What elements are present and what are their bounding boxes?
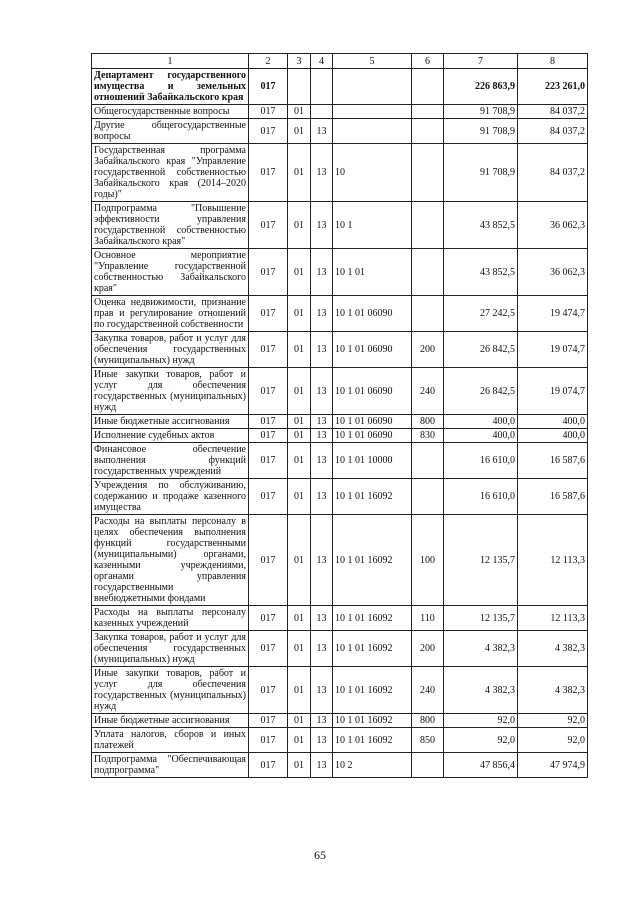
row-expense-type: 100	[412, 515, 444, 606]
row-subsection-code: 13	[311, 606, 333, 631]
row-name: Расходы на выплаты персоналу в целях обеспечения выполнения функций государственными (муниципальными) органами, казенными учреждениями, органами управления государственными внебюджетными фондами	[92, 515, 249, 606]
row-subsection-code: 13	[311, 631, 333, 667]
row-expense-type	[412, 753, 444, 778]
header-col-2: 2	[249, 54, 288, 69]
row-expense-type	[412, 443, 444, 479]
row-section-code: 01	[288, 714, 311, 728]
row-section-code: 01	[288, 606, 311, 631]
row-amount-year-1: 92,0	[444, 728, 518, 753]
row-amount-year-2: 92,0	[518, 728, 588, 753]
row-expense-type	[412, 119, 444, 144]
table-row	[92, 429, 588, 443]
row-target-article	[333, 69, 412, 105]
row-amount-year-1: 400,0	[444, 429, 518, 443]
row-expense-type: 240	[412, 368, 444, 415]
row-ministry-code: 017	[249, 69, 288, 105]
row-subsection-code: 13	[311, 728, 333, 753]
row-subsection-code: 13	[311, 515, 333, 606]
row-subsection-code: 13	[311, 332, 333, 368]
row-ministry-code: 017	[249, 368, 288, 415]
row-subsection-code	[311, 69, 333, 105]
header-col-5: 5	[333, 54, 412, 69]
row-ministry-code: 017	[249, 728, 288, 753]
table-body	[92, 69, 588, 778]
row-amount-year-2: 36 062,3	[518, 202, 588, 249]
header-col-6: 6	[412, 54, 444, 69]
row-name: Общегосударственные вопросы	[92, 105, 249, 119]
row-section-code: 01	[288, 296, 311, 332]
row-amount-year-2: 4 382,3	[518, 667, 588, 714]
row-name: Закупка товаров, работ и услуг для обеспечения государственных (муниципальных) нужд	[92, 332, 249, 368]
row-expense-type: 200	[412, 631, 444, 667]
row-target-article: 10 1 01 06090	[333, 429, 412, 443]
row-name: Основное мероприятие "Управление государственной собственностью Забайкальского края"	[92, 249, 249, 296]
row-ministry-code: 017	[249, 296, 288, 332]
row-amount-year-2: 400,0	[518, 429, 588, 443]
row-target-article	[333, 119, 412, 144]
row-name: Иные закупки товаров, работ и услуг для обеспечения государственных (муниципальных) нужд	[92, 368, 249, 415]
row-amount-year-1: 26 842,5	[444, 332, 518, 368]
page-number: 65	[314, 848, 326, 862]
row-ministry-code: 017	[249, 144, 288, 202]
table-row	[92, 667, 588, 714]
table-row	[92, 515, 588, 606]
row-section-code: 01	[288, 479, 311, 515]
row-ministry-code: 017	[249, 332, 288, 368]
row-expense-type	[412, 202, 444, 249]
row-section-code: 01	[288, 119, 311, 144]
row-name: Подпрограмма "Обеспечивающая подпрограмма"	[92, 753, 249, 778]
table-row	[92, 69, 588, 105]
row-target-article: 10 1 01 06090	[333, 296, 412, 332]
row-subsection-code: 13	[311, 753, 333, 778]
row-target-article: 10 1 01 10000	[333, 443, 412, 479]
row-expense-type	[412, 105, 444, 119]
row-section-code: 01	[288, 202, 311, 249]
row-section-code: 01	[288, 753, 311, 778]
row-ministry-code: 017	[249, 415, 288, 429]
row-subsection-code: 13	[311, 144, 333, 202]
row-amount-year-1: 91 708,9	[444, 119, 518, 144]
row-section-code: 01	[288, 667, 311, 714]
row-expense-type	[412, 69, 444, 105]
row-amount-year-1: 92,0	[444, 714, 518, 728]
row-amount-year-2: 84 037,2	[518, 105, 588, 119]
row-ministry-code: 017	[249, 119, 288, 144]
row-amount-year-1: 4 382,3	[444, 631, 518, 667]
row-amount-year-2: 19 074,7	[518, 332, 588, 368]
row-expense-type: 850	[412, 728, 444, 753]
table-row	[92, 249, 588, 296]
row-name: Уплата налогов, сборов и иных платежей	[92, 728, 249, 753]
row-amount-year-2: 12 113,3	[518, 515, 588, 606]
row-name: Учреждения по обслуживанию, содержанию и продаже казенного имущества	[92, 479, 249, 515]
row-section-code: 01	[288, 429, 311, 443]
row-expense-type: 800	[412, 415, 444, 429]
row-amount-year-1: 47 856,4	[444, 753, 518, 778]
row-section-code: 01	[288, 249, 311, 296]
row-target-article: 10 1 01 06090	[333, 332, 412, 368]
row-name: Государственная программа Забайкальского края "Управление государственной собственностью Забайкальского края (2014–2020 годы)"	[92, 144, 249, 202]
row-expense-type	[412, 249, 444, 296]
row-expense-type: 200	[412, 332, 444, 368]
row-subsection-code: 13	[311, 479, 333, 515]
row-amount-year-1: 91 708,9	[444, 105, 518, 119]
header-col-4: 4	[311, 54, 333, 69]
row-ministry-code: 017	[249, 429, 288, 443]
row-target-article: 10 1 01 16092	[333, 714, 412, 728]
table-row	[92, 105, 588, 119]
table-row	[92, 443, 588, 479]
row-section-code: 01	[288, 443, 311, 479]
row-target-article: 10 1	[333, 202, 412, 249]
row-name: Иные бюджетные ассигнования	[92, 415, 249, 429]
table-row	[92, 753, 588, 778]
header-col-1: 1	[92, 54, 249, 69]
row-subsection-code: 13	[311, 202, 333, 249]
row-subsection-code: 13	[311, 296, 333, 332]
row-subsection-code: 13	[311, 667, 333, 714]
row-amount-year-1: 12 135,7	[444, 515, 518, 606]
row-expense-type	[412, 479, 444, 515]
row-target-article: 10 1 01 06090	[333, 368, 412, 415]
row-name: Департамент государственного имущества и земельных отношений Забайкальского края	[92, 69, 249, 105]
row-amount-year-2: 92,0	[518, 714, 588, 728]
row-ministry-code: 017	[249, 606, 288, 631]
row-amount-year-2: 36 062,3	[518, 249, 588, 296]
table-row	[92, 368, 588, 415]
row-subsection-code: 13	[311, 429, 333, 443]
row-expense-type: 240	[412, 667, 444, 714]
header-col-3: 3	[288, 54, 311, 69]
row-amount-year-1: 16 610,0	[444, 479, 518, 515]
row-section-code: 01	[288, 631, 311, 667]
table-row	[92, 332, 588, 368]
row-subsection-code: 13	[311, 249, 333, 296]
row-ministry-code: 017	[249, 753, 288, 778]
row-section-code: 01	[288, 728, 311, 753]
row-subsection-code: 13	[311, 368, 333, 415]
row-expense-type	[412, 296, 444, 332]
row-subsection-code: 13	[311, 415, 333, 429]
row-expense-type	[412, 144, 444, 202]
table-row	[92, 144, 588, 202]
row-target-article: 10 1 01 16092	[333, 728, 412, 753]
table-row	[92, 479, 588, 515]
row-amount-year-1: 4 382,3	[444, 667, 518, 714]
row-target-article: 10 1 01 16092	[333, 515, 412, 606]
row-amount-year-1: 226 863,9	[444, 69, 518, 105]
row-amount-year-2: 16 587,6	[518, 443, 588, 479]
table-row	[92, 631, 588, 667]
row-section-code: 01	[288, 105, 311, 119]
row-ministry-code: 017	[249, 515, 288, 606]
row-target-article: 10 2	[333, 753, 412, 778]
row-amount-year-1: 12 135,7	[444, 606, 518, 631]
row-ministry-code: 017	[249, 202, 288, 249]
row-amount-year-2: 84 037,2	[518, 119, 588, 144]
row-target-article: 10 1 01	[333, 249, 412, 296]
row-amount-year-2: 16 587,6	[518, 479, 588, 515]
row-subsection-code: 13	[311, 443, 333, 479]
table-row	[92, 728, 588, 753]
header-col-7: 7	[444, 54, 518, 69]
row-ministry-code: 017	[249, 443, 288, 479]
row-name: Иные бюджетные ассигнования	[92, 714, 249, 728]
row-ministry-code: 017	[249, 479, 288, 515]
row-target-article: 10 1 01 06090	[333, 415, 412, 429]
table-header-row	[92, 54, 588, 69]
table-row	[92, 296, 588, 332]
row-subsection-code	[311, 105, 333, 119]
row-name: Исполнение судебных актов	[92, 429, 249, 443]
row-expense-type: 830	[412, 429, 444, 443]
row-amount-year-1: 91 708,9	[444, 144, 518, 202]
row-section-code: 01	[288, 515, 311, 606]
row-amount-year-1: 400,0	[444, 415, 518, 429]
table-row	[92, 606, 588, 631]
row-amount-year-1: 43 852,5	[444, 249, 518, 296]
row-target-article	[333, 105, 412, 119]
table-row	[92, 415, 588, 429]
row-amount-year-2: 19 074,7	[518, 368, 588, 415]
row-ministry-code: 017	[249, 105, 288, 119]
row-target-article: 10 1 01 16092	[333, 606, 412, 631]
row-amount-year-1: 27 242,5	[444, 296, 518, 332]
row-expense-type: 800	[412, 714, 444, 728]
row-target-article: 10 1 01 16092	[333, 667, 412, 714]
row-amount-year-2: 12 113,3	[518, 606, 588, 631]
row-section-code: 01	[288, 144, 311, 202]
row-amount-year-1: 43 852,5	[444, 202, 518, 249]
row-target-article: 10 1 01 16092	[333, 479, 412, 515]
row-amount-year-2: 19 474,7	[518, 296, 588, 332]
row-amount-year-2: 400,0	[518, 415, 588, 429]
row-section-code	[288, 69, 311, 105]
row-amount-year-1: 16 610,0	[444, 443, 518, 479]
row-name: Оценка недвижимости, признание прав и регулирование отношений по государственной собственности	[92, 296, 249, 332]
row-ministry-code: 017	[249, 249, 288, 296]
row-amount-year-2: 84 037,2	[518, 144, 588, 202]
row-section-code: 01	[288, 415, 311, 429]
row-subsection-code: 13	[311, 119, 333, 144]
row-amount-year-2: 223 261,0	[518, 69, 588, 105]
header-col-8: 8	[518, 54, 588, 69]
row-section-code: 01	[288, 332, 311, 368]
table-row	[92, 202, 588, 249]
row-name: Расходы на выплаты персоналу казенных учреждений	[92, 606, 249, 631]
row-expense-type: 110	[412, 606, 444, 631]
row-name: Закупка товаров, работ и услуг для обеспечения государственных (муниципальных) нужд	[92, 631, 249, 667]
row-ministry-code: 017	[249, 631, 288, 667]
budget-table	[91, 53, 588, 778]
row-name: Иные закупки товаров, работ и услуг для обеспечения государственных (муниципальных) нужд	[92, 667, 249, 714]
row-target-article: 10 1 01 16092	[333, 631, 412, 667]
row-section-code: 01	[288, 368, 311, 415]
row-ministry-code: 017	[249, 667, 288, 714]
row-name: Подпрограмма "Повышение эффективности управления государственной собственностью Забайкальского края"	[92, 202, 249, 249]
table-row	[92, 714, 588, 728]
row-name: Финансовое обеспечение выполнения функций государственных учреждений	[92, 443, 249, 479]
row-amount-year-2: 47 974,9	[518, 753, 588, 778]
row-amount-year-1: 26 842,5	[444, 368, 518, 415]
row-target-article: 10	[333, 144, 412, 202]
row-ministry-code: 017	[249, 714, 288, 728]
row-amount-year-2: 4 382,3	[518, 631, 588, 667]
row-subsection-code: 13	[311, 714, 333, 728]
table-row	[92, 119, 588, 144]
row-name: Другие общегосударственные вопросы	[92, 119, 249, 144]
